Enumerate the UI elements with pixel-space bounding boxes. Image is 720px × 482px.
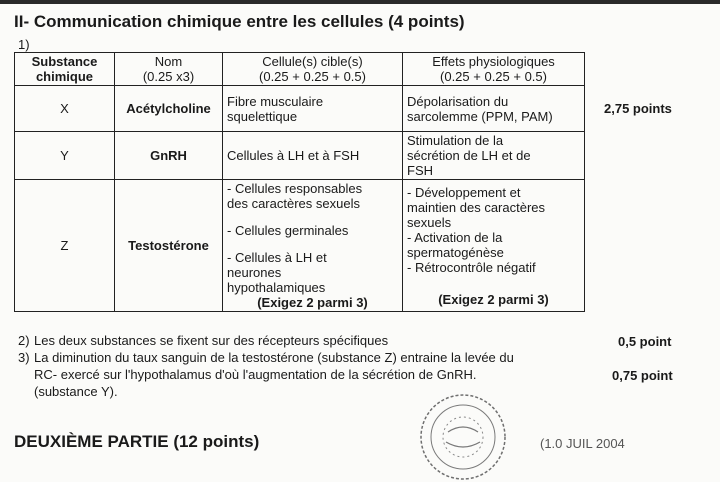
points-q2: 0,5 point (618, 334, 672, 349)
answer-2: 2) Les deux substances se fixent sur des récepteurs spécifiques (18, 333, 389, 348)
effects-cell: Dépolarisation du sarcolemme (PPM, PAM) (403, 86, 585, 132)
table-row (15, 180, 585, 312)
substance-cell: Z (15, 180, 115, 312)
answer-table (14, 52, 585, 312)
name-cell: GnRH (115, 132, 223, 180)
date-stamp-text: (1.0 JUIL 2004 (540, 436, 625, 451)
target-cell: Fibre musculaire squelettique (223, 86, 403, 132)
points-q3: 0,75 point (612, 368, 673, 383)
table-row (15, 132, 585, 180)
header-cible: Cellule(s) cible(s) (0.25 + 0.25 + 0.5) (223, 53, 403, 86)
target-requirement-note: (Exigez 2 parmi 3) (257, 295, 368, 310)
question-1-number: 1) (18, 37, 30, 52)
header-effets: Effets physiologiques (0.25 + 0.25 + 0.5) (403, 53, 585, 86)
table-row (15, 86, 585, 132)
effects-requirement-note: (Exigez 2 parmi 3) (438, 291, 549, 307)
substance-cell: X (15, 86, 115, 132)
top-rule (0, 0, 720, 4)
header-substance: Substance chimique (15, 53, 115, 86)
target-cell: Cellules à LH et à FSH (223, 132, 403, 180)
table-header-row (15, 53, 585, 86)
name-cell: Acétylcholine (115, 86, 223, 132)
effects-cell: - Développement et maintien des caractères sexuels - Activation de la spermatogénèse - Rétrocontrôle négatif (Exigez 2 parmi 3) (403, 180, 585, 312)
points-q1: 2,75 points (604, 101, 672, 116)
target-cell: - Cellules responsables des caractères sexuels - Cellules germinales - Cellules à LH et neurones hypothalamiques (Exigez 2 parmi 3) (223, 180, 403, 312)
header-nom: Nom (0.25 x3) (115, 53, 223, 86)
effects-cell: Stimulation de la sécrétion de LH et de FSH (403, 132, 585, 180)
answer-3: 3) La diminution du taux sanguin de la testostérone (substance Z) entraine la levée du RC- exercé sur l'hypothalamus d'où l'augmentation de la sécrétion de GnRH. (substance Y). (18, 350, 514, 399)
name-cell: Testostérone (115, 180, 223, 312)
substance-cell: Y (15, 132, 115, 180)
part-2-title: DEUXIÈME PARTIE (12 points) (14, 432, 260, 451)
section-title: II- Communication chimique entre les cellules (4 points) (14, 12, 465, 31)
official-stamp-seal (418, 392, 508, 482)
